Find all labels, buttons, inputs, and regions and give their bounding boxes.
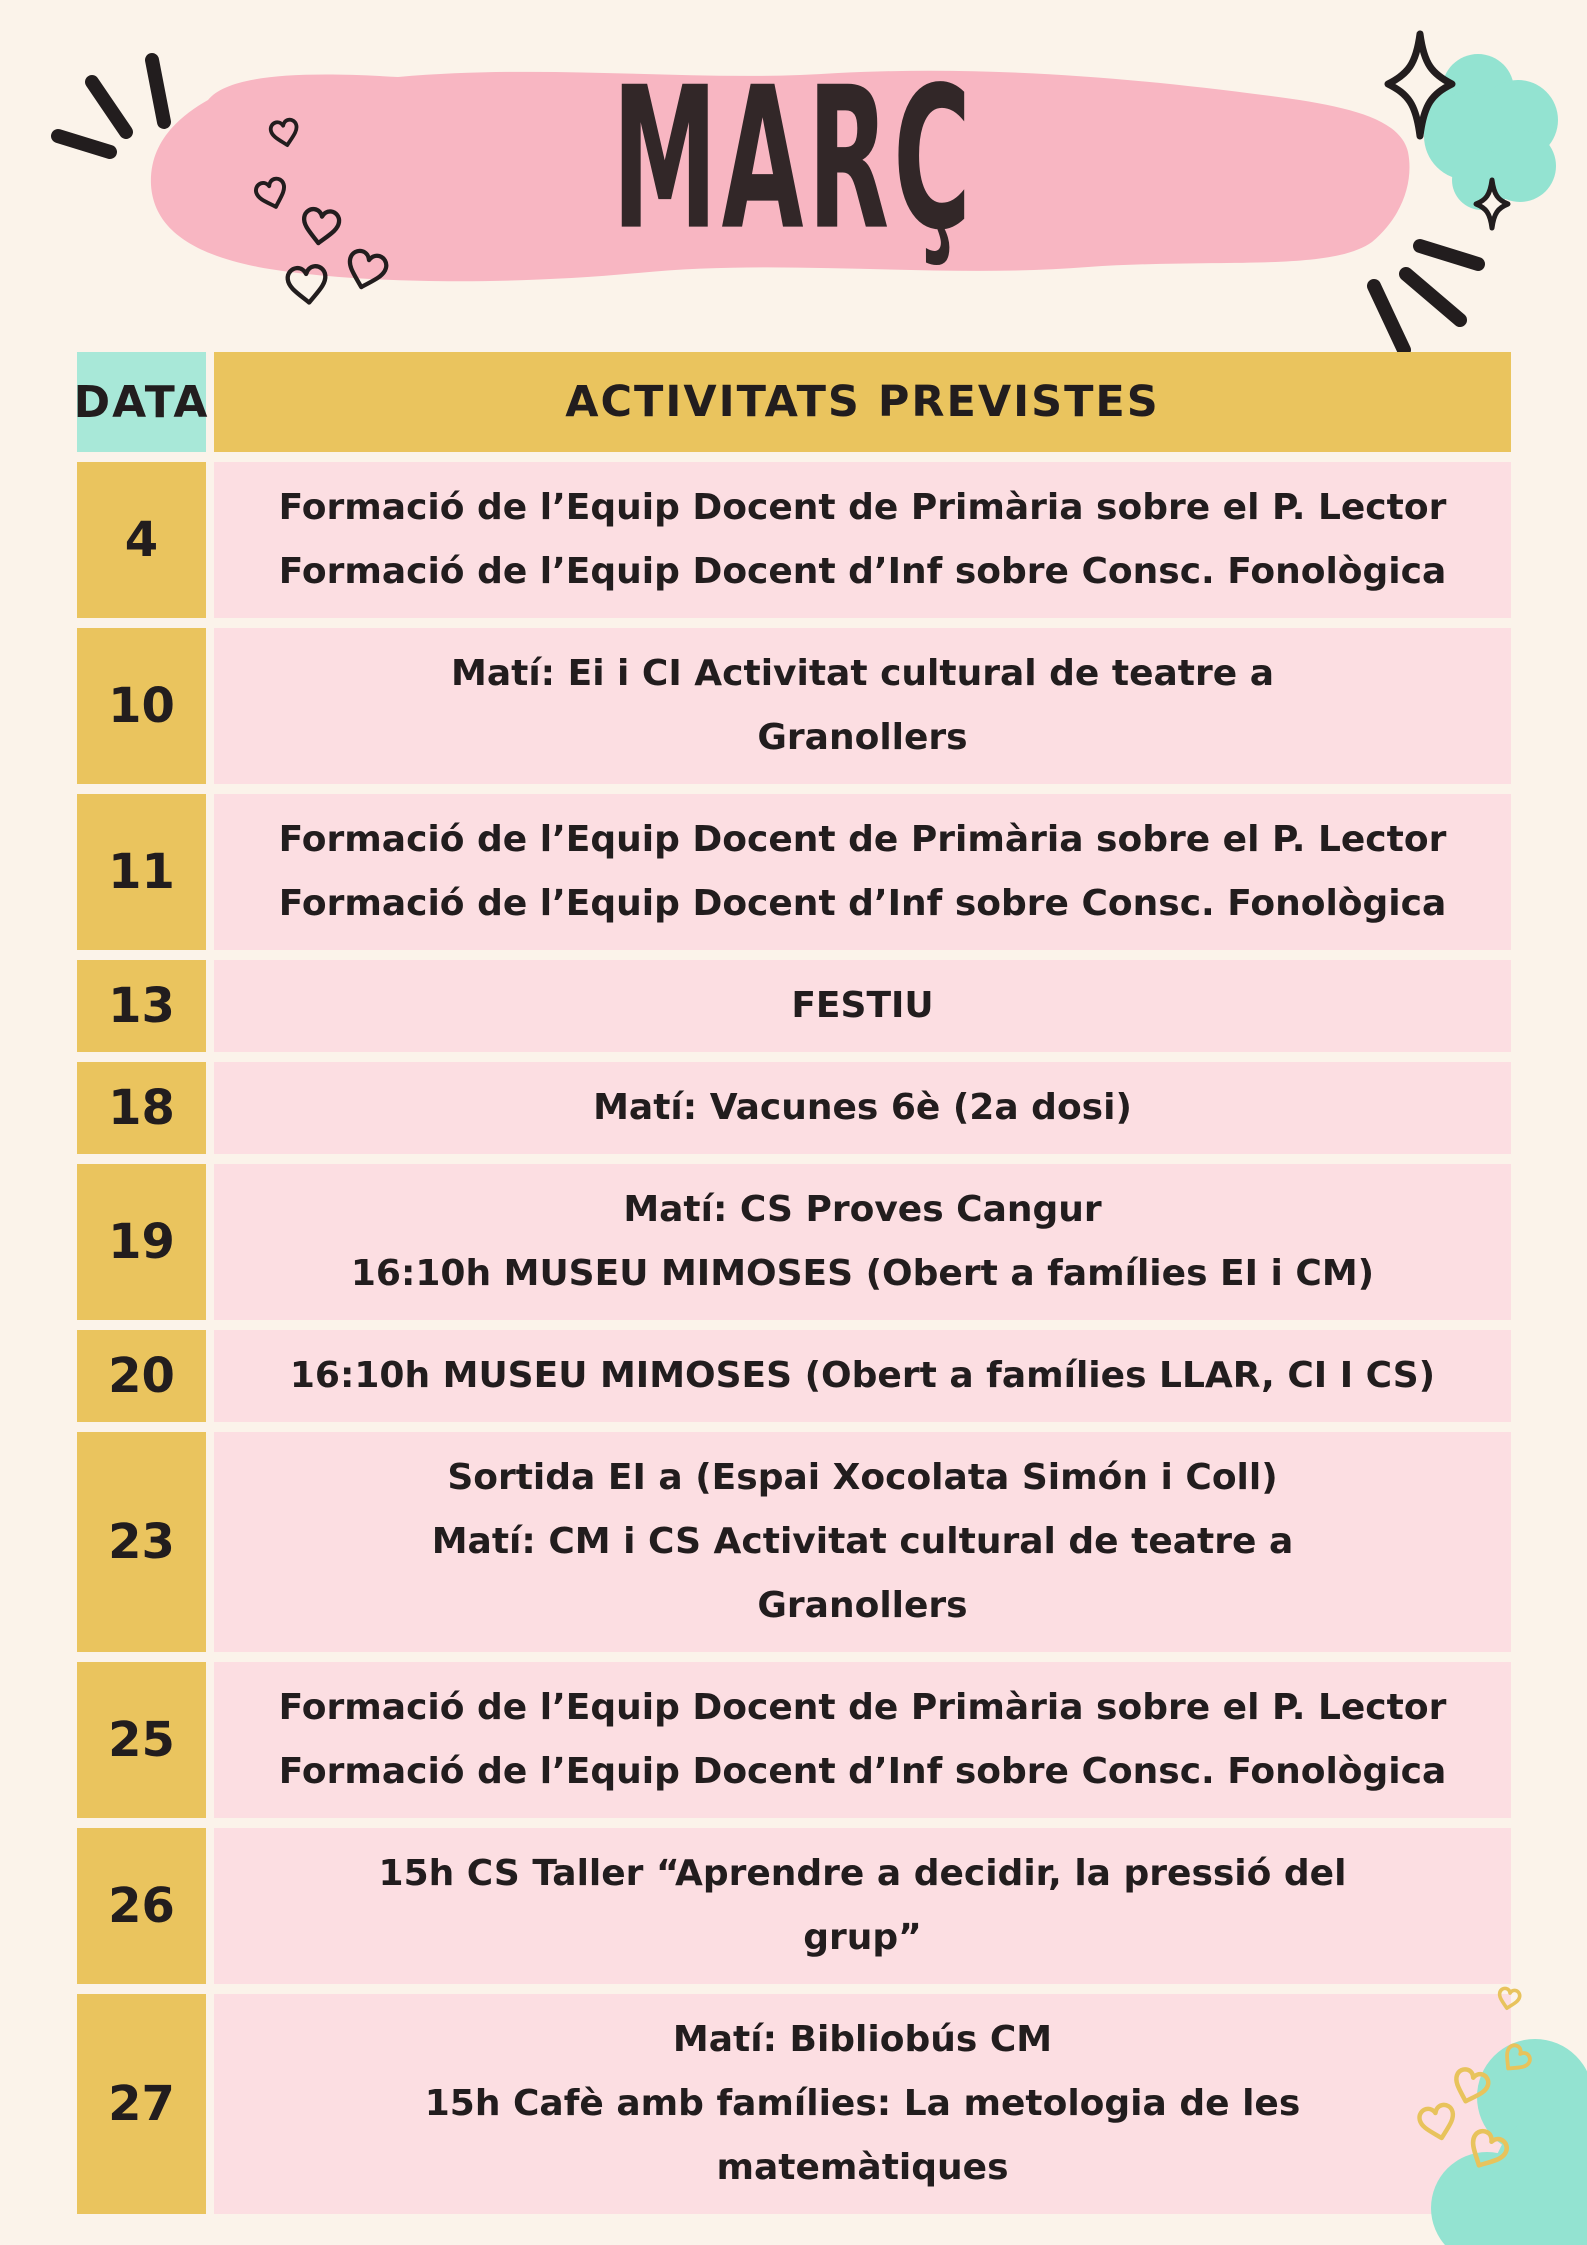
table-row <box>77 1828 1511 1984</box>
activity-cell <box>214 1828 1511 1984</box>
activity-line: Granollers <box>757 717 968 758</box>
activity-cell <box>214 794 1511 950</box>
date-cell: 10 <box>77 628 206 784</box>
activity-cell <box>214 1062 1511 1154</box>
activity-line: Formació de l’Equip Docent de Primària sobre el P. Lector <box>278 1687 1447 1728</box>
activity-cell <box>214 960 1511 1052</box>
activity-line: matemàtiques <box>716 2147 1009 2188</box>
activity-cell <box>214 1164 1511 1320</box>
activity-line: Formació de l’Equip Docent d’Inf sobre Consc. Fonològica <box>278 1751 1447 1792</box>
activity-line: Matí: CM i CS Activitat cultural de teatre a <box>431 1521 1294 1562</box>
date-cell: 27 <box>77 1994 206 2214</box>
corner-blob-icon <box>1367 1965 1587 2245</box>
table-row <box>77 960 1511 1052</box>
activity-cell <box>214 1432 1511 1652</box>
activity-cell <box>214 1994 1511 2214</box>
activity-cell <box>214 462 1511 618</box>
activity-line: Formació de l’Equip Docent de Primària sobre el P. Lector <box>278 819 1447 860</box>
activity-line: Formació de l’Equip Docent de Primària sobre el P. Lector <box>278 487 1447 528</box>
column-header-activities: ACTIVITATS PREVISTES <box>214 352 1511 452</box>
table-row <box>77 1994 1511 2214</box>
table-row <box>77 462 1511 618</box>
activity-line: 16:10h MUSEU MIMOSES (Obert a famílies LLAR, CI I CS) <box>289 1355 1436 1396</box>
table-row <box>77 1164 1511 1320</box>
date-cell: 18 <box>77 1062 206 1154</box>
activity-line: FESTIU <box>791 985 934 1026</box>
activity-line: Granollers <box>757 1585 968 1626</box>
activity-line: Sortida EI a (Espai Xocolata Simón i Coll) <box>447 1457 1278 1498</box>
activity-line: Matí: Bibliobús CM <box>672 2019 1053 2060</box>
activity-line: Formació de l’Equip Docent d’Inf sobre Consc. Fonològica <box>278 551 1447 592</box>
activity-cell <box>214 628 1511 784</box>
date-cell: 13 <box>77 960 206 1052</box>
table-row <box>77 1662 1511 1818</box>
table-body <box>77 462 1511 2214</box>
date-cell: 20 <box>77 1330 206 1422</box>
table-row <box>77 1330 1511 1422</box>
table-row <box>77 1062 1511 1154</box>
activity-line: 15h CS Taller “Aprendre a decidir, la pressió del <box>378 1853 1347 1894</box>
activity-line: Matí: CS Proves Cangur <box>623 1189 1102 1230</box>
date-cell: 19 <box>77 1164 206 1320</box>
activity-line: Formació de l’Equip Docent d’Inf sobre Consc. Fonològica <box>278 883 1447 924</box>
page-title: MARÇ <box>612 45 975 273</box>
table-row <box>77 794 1511 950</box>
date-cell: 4 <box>77 462 206 618</box>
activity-cell <box>214 1662 1511 1818</box>
speed-dashes-icon <box>1374 246 1478 350</box>
activity-line: 15h Cafè amb famílies: La metologia de les <box>424 2083 1301 2124</box>
activity-line: Matí: Vacunes 6è (2a dosi) <box>593 1087 1132 1128</box>
activity-line: grup” <box>803 1917 922 1958</box>
date-cell: 25 <box>77 1662 206 1818</box>
table-row <box>77 1432 1511 1652</box>
activity-cell <box>214 1330 1511 1422</box>
column-header-data: DATA <box>77 352 206 452</box>
activity-line: Matí: Ei i CI Activitat cultural de teatre a <box>451 653 1274 694</box>
table-header-row <box>73 352 1511 452</box>
date-cell: 26 <box>77 1828 206 1984</box>
activity-line: 16:10h MUSEU MIMOSES (Obert a famílies EI i CM) <box>350 1253 1375 1294</box>
schedule-table <box>73 352 1511 2224</box>
table-row <box>77 628 1511 784</box>
date-cell: 23 <box>77 1432 206 1652</box>
date-cell: 11 <box>77 794 206 950</box>
